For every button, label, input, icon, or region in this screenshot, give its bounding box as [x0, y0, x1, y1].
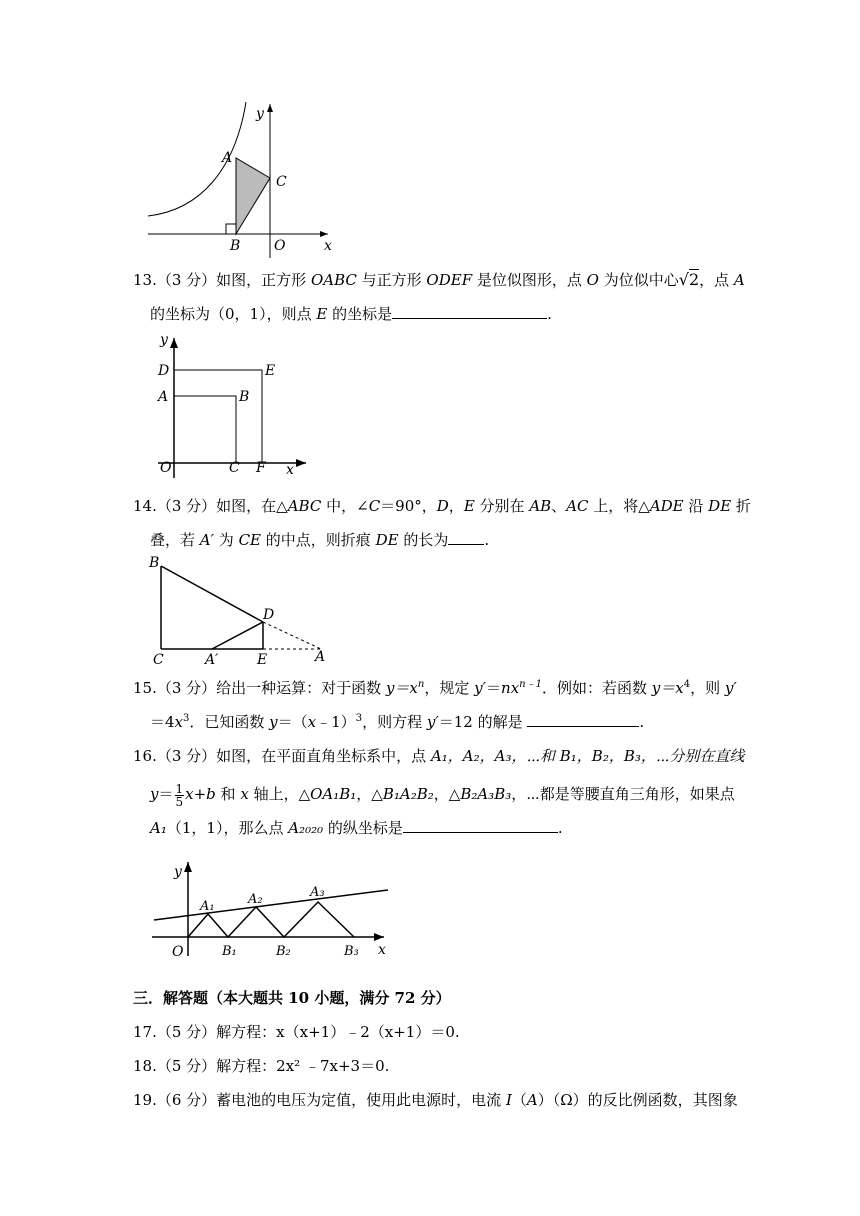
fig13-label-y: y	[160, 332, 168, 348]
q17: 17.（5 分）解方程：x（x+1）﹣2（x+1）＝0.	[133, 1023, 460, 1041]
fig16-label-O: O	[172, 944, 184, 960]
q14-line1: 14.（3 分）如图，在△ABC 中，∠C＝90°，D，E 分别在 AB、AC 上，将△ADE 沿 DE 折	[133, 497, 751, 515]
fig16-label-A2: A₂	[248, 892, 263, 907]
q15-line2: $=4x^3$．已知函数 y＝（x﹣1）$^3$，则方程 y′＝12 的解是 .	[150, 713, 645, 731]
fraction-one-fifth: $\frac{1}{5}$	[175, 781, 184, 809]
q13-line2: 的坐标为（0，1），则点 E 的坐标是 .	[150, 305, 552, 323]
fig13-label-E: E	[265, 363, 276, 379]
fig13-label-x: x	[286, 462, 294, 478]
fig16-label-y: y	[174, 864, 182, 880]
fig16-label-A3: A₃	[310, 885, 325, 900]
sqrt-symbol: √	[678, 270, 689, 289]
fig14-label-E: E	[257, 652, 268, 667]
q14-line2: 叠，若 A′ 为 CE 的中点，则折痕 DE 的长为 .	[150, 531, 490, 549]
section-3-heading: 三．解答题（本大题共 10 小题，满分 72 分）	[133, 989, 451, 1007]
fig16-label-B2: B₂	[276, 944, 291, 959]
fig13-label-D: D	[158, 363, 170, 379]
q13-line1: 13.（3 分）如图，正方形 OABC 与正方形 ODEF 是位似图形，点 O 为位似中心√2，点 A	[133, 270, 745, 289]
fig13-label-C: C	[229, 460, 240, 476]
figure-q13	[150, 330, 310, 480]
figure-q16	[148, 858, 398, 964]
fig12-label-C: C	[276, 174, 287, 190]
fig14-label-Ap: A′	[205, 652, 219, 667]
answer-blank	[448, 530, 484, 545]
fig16-label-B3: B₃	[344, 944, 359, 959]
figure-q14	[145, 552, 345, 667]
fig16-label-x: x	[378, 942, 386, 958]
q16-line1: 16.（3 分）如图，在平面直角坐标系中，点 A₁，A₂，A₃，⋯和 B₁，B₂，B₃，⋯分别在直线	[133, 747, 745, 765]
answer-blank	[403, 818, 558, 833]
fig14-label-B: B	[149, 555, 160, 571]
fig16-label-B1: B₁	[222, 944, 237, 959]
answer-blank	[392, 304, 547, 319]
fig12-label-A: A	[222, 150, 233, 166]
q16-line2: y＝ $\frac{1}{5}$ x+b 和 x 轴上，△OA₁B₁，△B₁A₂B₂，△B₂A₃B₃，⋯都是等腰直角三角形，如果点	[150, 781, 735, 809]
fig13-label-B: B	[239, 389, 250, 405]
fig13-label-O: O	[160, 460, 172, 476]
fig12-label-y: y	[256, 106, 264, 122]
fig12-label-O: O	[274, 238, 286, 254]
fig12-label-x: x	[324, 238, 332, 254]
fig14-label-D: D	[263, 607, 275, 623]
fig13-label-A: A	[158, 389, 169, 405]
fig16-label-A1: A₁	[200, 899, 215, 914]
figure-q12	[140, 100, 340, 260]
q19: 19.（6 分）蓄电池的电压为定值，使用此电源时，电流 I（A）（Ω）的反比例函数，其图象	[133, 1091, 738, 1109]
q18: 18.（5 分）解方程：2x² ﹣7x+3＝0.	[133, 1057, 390, 1075]
q15-line1: 15.（3 分）给出一种运算：对于函数 $y=x^n$，规定 $y'=nx^{n﹣1}$．例如：若函数 $y=x^4$，则 y′	[133, 679, 737, 697]
fig14-label-C: C	[153, 652, 164, 667]
fig14-label-A: A	[315, 649, 326, 665]
fig13-label-F: F	[256, 460, 266, 476]
answer-blank	[527, 712, 639, 727]
q16-line3: A₁（1，1），那么点 A₂₀₂₀ 的纵坐标是 .	[150, 819, 563, 837]
fig12-label-B: B	[230, 238, 241, 254]
